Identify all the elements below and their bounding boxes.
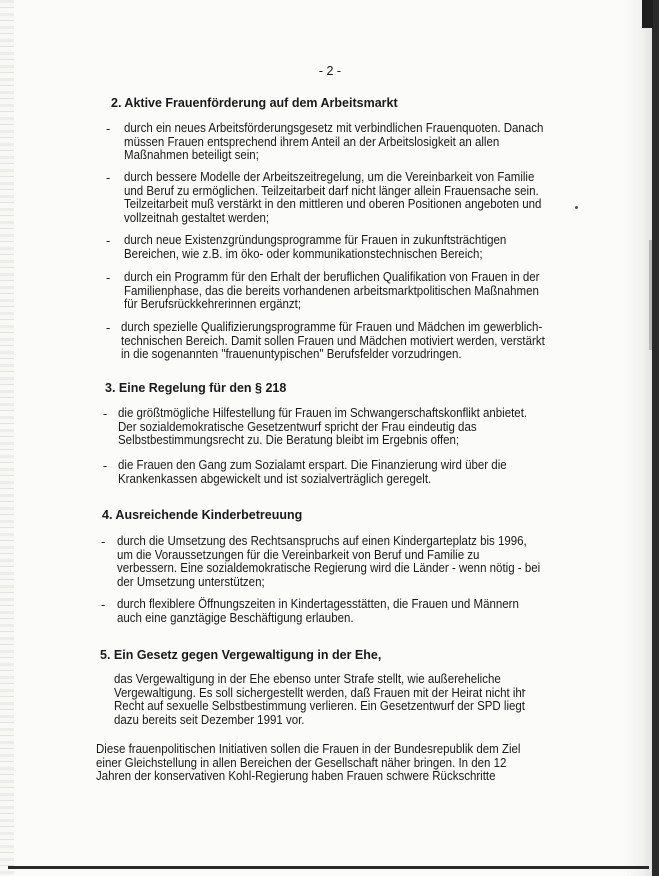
scan-border-right — [652, 0, 659, 876]
page-number: - 2 - — [318, 64, 342, 78]
list-item: durch die Umsetzung des Rechtsanspruchs auf einen Kindergarteplatz bis 1996, um die Voraussetzungen für die Vereinbarkeit von Beruf und Familie zu verbessern. Eine sozialdemokratische Regierung wird die Länder - wenn nötig - bei der Umsetzung unterstützen; — [117, 534, 541, 589]
closing-paragraph: Diese frauenpolitischen Initiativen sollen die Frauen in der Bundesrepublik dem Ziel einer Gleichstellung in allen Bereichen der Gesellschaft näher bringen. In den 12 Jahren der konservativen Kohl-Regierung haben Frauen schwere Rückschritte — [96, 742, 521, 784]
list-item: durch ein neues Arbeitsförderungsgesetz mit verbindlichen Frauenquoten. Danach müssen Frauen entsprechend ihrem Anteil an der Arbeitslosigkeit an allen Maßnahmen beteiligt sein; — [124, 121, 544, 163]
bullet-marker: - — [106, 171, 111, 185]
section-body: das Vergewaltigung in der Ehe ebenso unter Strafe stellt, wie außereheliche Vergewaltigung. Es soll sichergestellt werden, daß Frauen mit der Heirat nicht ihr Recht auf sexuelle Selbstbestimmung verlieren. Ein Gesetzentwurf der SPD liegt dazu bereits seit Dezember 1991 vor. — [114, 672, 526, 727]
list-item: durch neue Existenzgründungsprogramme für Frauen in zukunftsträchtigen Bereichen, wie z.B. im öko- oder kommunikationstechnischen Bereich; — [124, 233, 507, 261]
bullet-marker: - — [106, 321, 111, 335]
section-heading: 2. Aktive Frauenförderung auf dem Arbeitsmarkt — [111, 96, 398, 110]
section-heading: 4. Ausreichende Kinderbetreuung — [102, 508, 303, 522]
list-item: durch bessere Modelle der Arbeitszeitregelung, um die Vereinbarkeit von Familie und Beruf zu ermöglichen. Teilzeitarbeit darf nicht länger allein Frauensache sein. Teilzeitarbeit muß verstärkt in den mittleren und oberen Positionen angeboten und vollzeitnah gestaltet werden; — [124, 170, 542, 225]
bullet-marker: - — [101, 598, 106, 612]
section-heading: 5. Ein Gesetz gegen Vergewaltigung in der Ehe, — [100, 648, 382, 662]
bullet-marker: - — [103, 407, 108, 421]
list-item: durch spezielle Qualifizierungsprogramme für Frauen und Mädchen im gewerblich- technischen Bereich. Damit sollen Frauen und Mädchen motiviert werden, verstärkt in die sogenannten "frauenuntypischen" Berufsfelder vorzudringen. — [121, 320, 545, 362]
bullet-marker: - — [106, 234, 111, 248]
list-item: durch ein Programm für den Erhalt der beruflichen Qualifikation von Frauen in der Familienphase, das die bereits vorhandenen arbeitsmarktpolitischen Maßnahmen für Berufsrückkehrerinnen ergänzt; — [124, 270, 540, 312]
list-item: die größtmögliche Hilfestellung für Frauen im Schwangerschaftskonflikt anbietet. Der sozialdemokratische Gesetzentwurf spricht der Frau eindeutig das Selbstbestimmungsrecht zu. Die Beratung bleibt im Ergebnis offen; — [118, 406, 528, 448]
bullet-marker: - — [103, 459, 108, 473]
scan-corner-mark — [642, 0, 653, 28]
list-item: die Frauen den Gang zum Sozialamt erspart. Die Finanzierung wird über die Krankenkassen abgewickelt und ist sozialverträglich geregelt. — [118, 458, 507, 486]
scan-speck — [575, 206, 578, 209]
bullet-marker: - — [106, 271, 111, 285]
section-heading: 3. Eine Regelung für den § 218 — [105, 381, 287, 395]
scan-edge-left — [0, 0, 14, 876]
bullet-marker: - — [106, 122, 111, 136]
scan-border-bottom — [8, 866, 649, 869]
bullet-marker: - — [101, 535, 106, 549]
list-item: durch flexiblere Öffnungszeiten in Kindertagesstätten, die Frauen und Männern auch eine ganztägige Beschäftigung erlauben. — [117, 597, 519, 625]
scan-streak — [649, 240, 652, 350]
